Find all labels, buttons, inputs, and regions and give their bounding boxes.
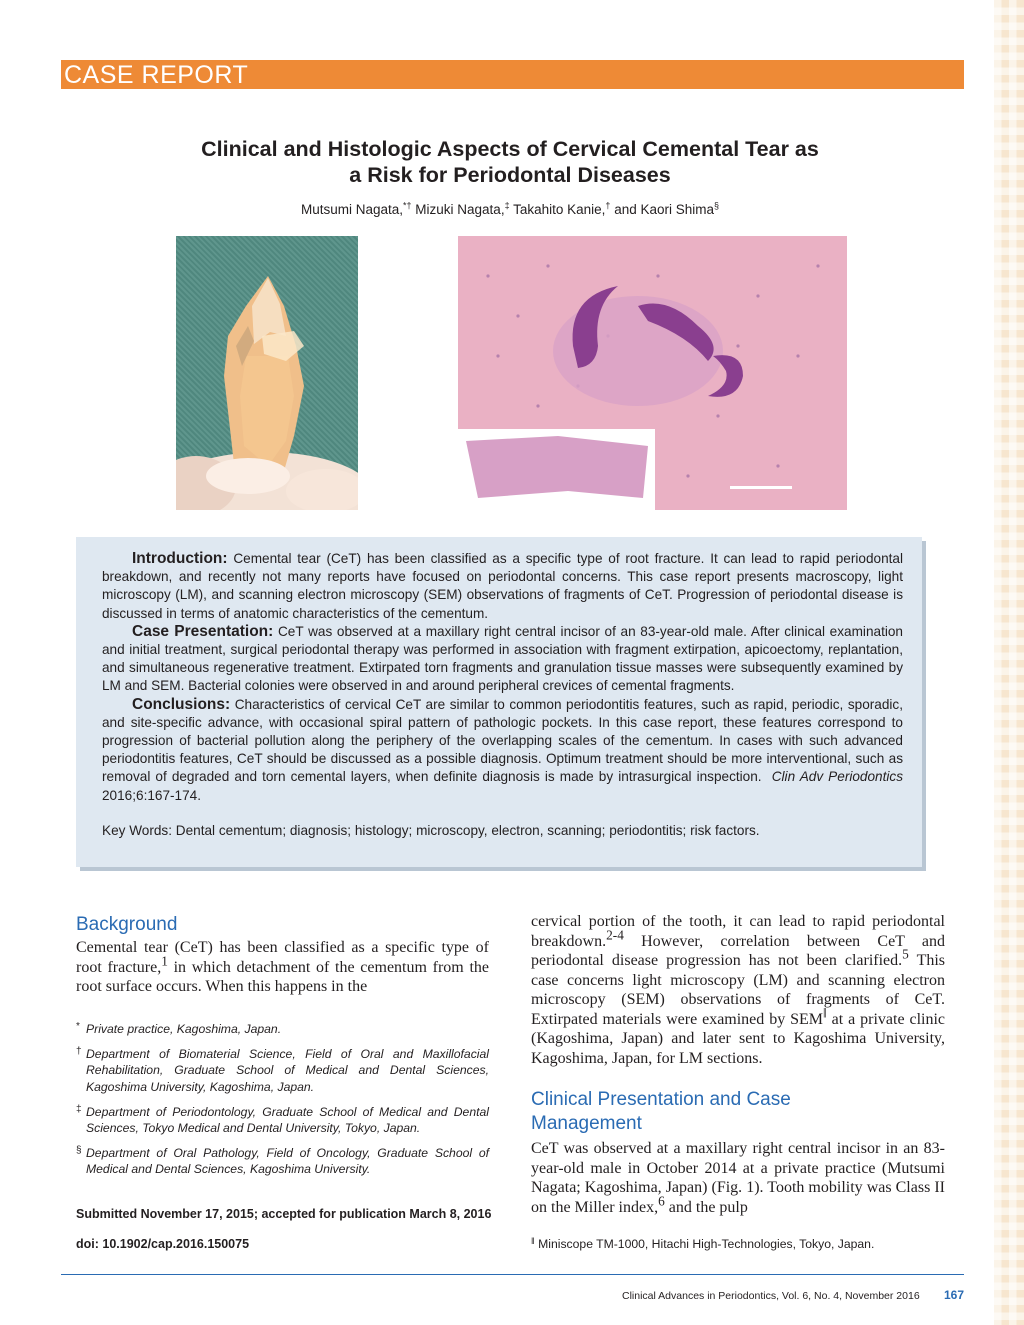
footnote (76, 1046, 489, 1095)
paragraph-text: This case concerns light microscopy (LM) and scanning electron microscopy (SEM) observations of fragments of CeT. Extirpated materials were examined by SEM (531, 952, 946, 1028)
footnote-mark: ‖ (531, 1236, 535, 1246)
footnote-mark: † (76, 1046, 82, 1058)
heading-line-1: Clinical Presentation and Case (531, 1089, 791, 1110)
case-report-banner (61, 60, 964, 89)
abstract-conclusions-text: Characteristics of cervical CeT are similar to common periodontitis features, such as rapid, periodic, sporadic, and site-specific advance, with occasional spiral pattern of pathologic pockets. In this case report, these features correspond to progression of bacterial pollution along the periphery of the overlapping scales of the cementum. In cases with such advanced periodontitis features, CeT should be discussed as a possible diagnosis. Optimum treatment should be more interventional, such as removal of degraded and torn cemental layers, when definite diagnosis is made by intrasurgical inspection. (102, 696, 903, 785)
footnote-mark: * (76, 1021, 80, 1032)
footer-divider (61, 1274, 964, 1275)
abstract-conclusions-heading: Conclusions: (132, 695, 231, 713)
article-title (100, 136, 920, 188)
banner-label: CASE REPORT (64, 61, 249, 89)
background-text-b: in which detachment of the cementum from the root surface occurs. When this happens in the (76, 958, 489, 995)
author-name: Takahito Kanie, (513, 202, 606, 217)
reference-mark: 2-4 (606, 927, 624, 943)
paragraph-text: However, correlation between CeT and periodontal disease progression has not been clarified. (531, 932, 945, 969)
clinical-presentation-heading (531, 1088, 945, 1136)
heading-line-2: Management (531, 1113, 642, 1134)
footer-journal-info: Clinical Advances in Periodontics, Vol. 6, No. 4, November 2016 (622, 1290, 920, 1302)
footnote-text: Private practice, Kagoshima, Japan. (86, 1022, 282, 1036)
abstract-case-text: CeT was observed at a maxillary right central incisor of an 83-year-old male. After clinical examination and initial treatment, surgical periodontal therapy was performed in association with fragment extirpation, apicoectomy, replantation, and simultaneous regenerative treatment. Extirpated torn fragments and granulation tissue masses were subsequently examined by LM and SEM. Bacterial colonies were observed in and around peripheral crevices of cemental fragments. (102, 623, 903, 694)
reference-mark: ‖ (823, 1005, 827, 1021)
affiliation-footnotes (76, 1021, 489, 1187)
paragraph-text: and the pulp (664, 1198, 748, 1216)
key-words-text: : Dental cementum; diagnosis; histology; microscopy, electron, scanning; periodontitis; risk factors. (168, 823, 760, 838)
author-list (100, 202, 920, 217)
citation-journal: Clin Adv Periodontics (771, 769, 903, 785)
abstract-introduction (102, 550, 903, 623)
footnote-text: Department of Periodontology, Graduate School of Medical and Dental Sciences, Tokyo Medical and Dental University, Tokyo, Japan. (86, 1104, 489, 1136)
key-words (102, 823, 903, 838)
footnote (76, 1021, 489, 1037)
equipment-footnote (531, 1236, 874, 1251)
citation-details: 2016;6:167-174. (102, 787, 202, 803)
key-words-label: Key Words (102, 823, 169, 838)
paragraph-text: cervical portion of the tooth, it can lead to rapid periodontal breakdown. (531, 913, 945, 950)
page-edge-pattern (994, 0, 1024, 1325)
paragraph-text: CeT was observed at a maxillary right central incisor in an 83-year-old male in October 2014 at a private practice (Mutsumi Nagata; Kagoshima, Japan) (Fig. 1). Tooth mobility was Class II on the Miller index, (531, 1140, 945, 1216)
doi[interactable]: doi: 10.1902/cap.2016.150075 (76, 1237, 250, 1251)
page-number: 167 (944, 1288, 965, 1302)
title-line-1: Clinical and Histologic Aspects of Cervical Cemental Tear as (201, 137, 819, 161)
abstract-case-heading: Case Presentation: (132, 622, 274, 640)
histology-micrograph (458, 236, 847, 510)
author-name: Mizuki Nagata, (415, 202, 505, 217)
clinical-presentation-paragraph (531, 1139, 945, 1217)
footnote-mark: § (76, 1145, 82, 1157)
background-heading: Background (76, 914, 178, 935)
intro-continuation-paragraph (531, 912, 945, 1068)
histology-drawing (458, 236, 847, 510)
tooth-photo-drawing (176, 236, 358, 510)
author-affiliation-mark: ‡ (504, 200, 510, 211)
footnote-mark: ‡ (76, 1103, 82, 1115)
abstract-intro-heading: Introduction: (132, 550, 228, 567)
footnote (76, 1104, 489, 1136)
background-text-a: Cemental tear (CeT) has been classified as a specific type of root fracture, (76, 939, 489, 976)
abstract (102, 550, 903, 805)
author-affiliation-mark: † (605, 200, 611, 211)
footnote (76, 1145, 489, 1177)
tooth-clinical-photo (176, 236, 358, 510)
author-affiliation-mark: § (714, 200, 720, 211)
author-name: and Kaori Shima (614, 202, 715, 217)
footnote-text: Miniscope TM-1000, Hitachi High-Technologies, Tokyo, Japan. (538, 1237, 875, 1251)
title-line-2: a Risk for Periodontal Diseases (349, 163, 671, 187)
abstract-intro-text: Cemental tear (CeT) has been classified as a specific type of root fracture. It can lead to rapid periodontal breakdown, and recently not many reports have focused on periodontal concerns. This case report presents macroscopy, light microscopy (LM), and scanning electron microscopy (SEM) observations of fragments of CeT. Progression of periodontal disease is discussed in terms of anatomic characteristics of the cementum. (102, 551, 903, 621)
author-affiliation-mark: *† (403, 200, 412, 211)
abstract-box (76, 537, 922, 867)
author-name: Mutsumi Nagata, (300, 202, 403, 217)
background-paragraph (76, 938, 489, 997)
footnote-text: Department of Oral Pathology, Field of Oncology, Graduate School of Medical and Dental Sciences, Kagoshima University. (86, 1146, 489, 1177)
paragraph-text: at a private clinic (Kagoshima, Japan) and later sent to Kagoshima University, Kagoshima, Japan, for LM sections. (531, 1010, 946, 1067)
reference-mark: 5 (902, 946, 909, 962)
abstract-conclusions (102, 696, 903, 805)
submission-dates: Submitted November 17, 2015; accepted for publication March 8, 2016 (76, 1207, 492, 1221)
reference-mark: 6 (658, 1193, 665, 1209)
footnote-text: Department of Biomaterial Science, Field of Oral and Maxillofacial Rehabilitation, Graduate School of Medical and Dental Sciences, Kagoshima University, Kagoshima, Japan. (86, 1047, 489, 1094)
abstract-case-presentation (102, 623, 903, 696)
reference-mark: 1 (161, 953, 168, 969)
